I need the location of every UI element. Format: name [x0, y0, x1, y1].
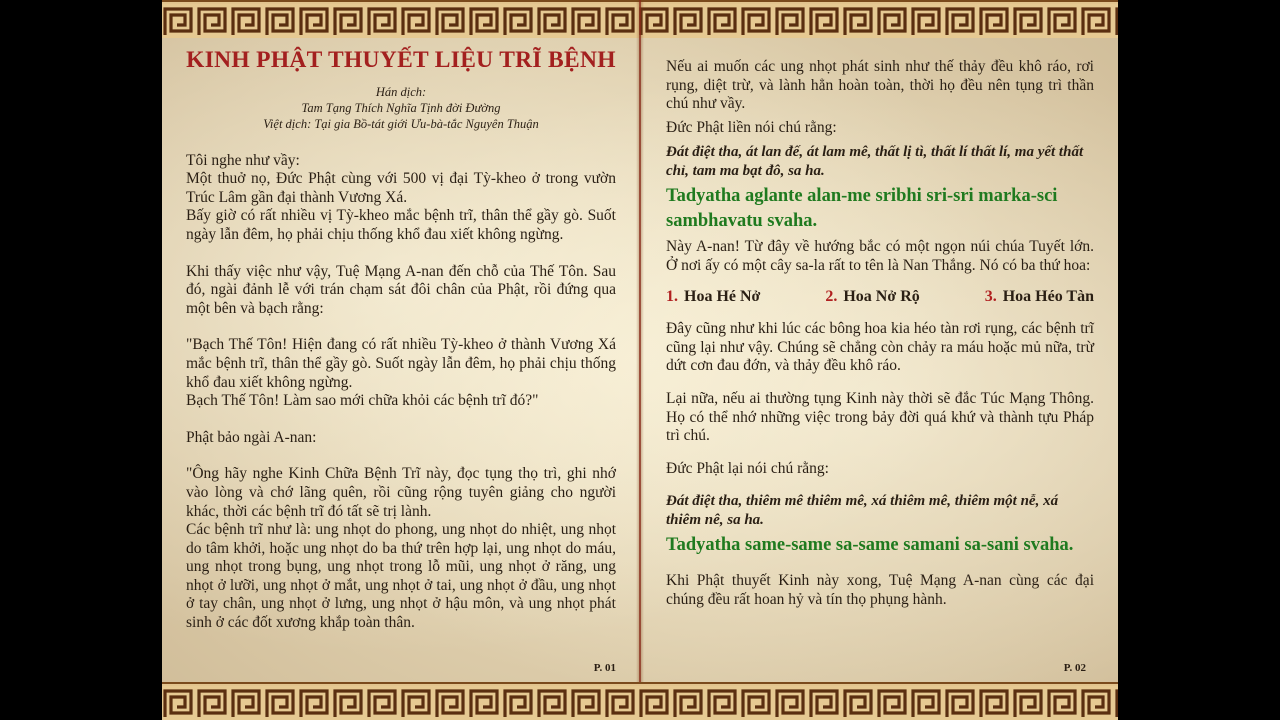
paragraph: Lại nữa, nếu ai thường tụng Kinh này thời sẽ đắc Túc Mạng Thông. Họ có thể nhớ những việc trong bảy đời quá khứ và thành tựu Pháp trì chú. [666, 389, 1094, 445]
book-spread [162, 0, 1118, 720]
mantra-vietnamese: Đát điệt tha, thiêm mê thiêm mê, xá thiêm mê, thiêm một nễ, xá thiêm nê, sa ha. [666, 493, 1059, 529]
paragraph: Đức Phật liền nói chú rằng: [666, 118, 837, 136]
flower-number: 2. [825, 287, 838, 305]
greek-key-pattern [162, 686, 1118, 720]
paragraph: Đây cũng như khi lúc các bông hoa kia héo tàn rơi rụng, các bệnh trĩ cũng lại như vậy. Chúng sẽ chẳng còn chảy ra máu hoặc mủ nữa, trừ dứt cơn đau đớn, và thảy đều khô ráo. [666, 320, 1094, 375]
spine-line [639, 0, 641, 720]
credit-line: Việt dịch: Tại gia Bồ-tát giới Ưu-bà-tắc Nguyên Thuận [263, 116, 539, 131]
paragraph: Này A-nan! Từ đây về hướng bắc có một ngọn núi chúa Tuyết lớn. Ở nơi ấy có một cây sa-la rất to tên là Nan Thắng. Nó có ba thứ hoa: [666, 238, 1094, 274]
flower-list [666, 288, 1094, 307]
paragraph: Phật bảo ngài A-nan: [186, 428, 317, 446]
greek-key-border-bottom [162, 682, 1118, 720]
paragraph: Khi thấy việc như vậy, Tuệ Mạng A-nan đến chỗ của Thế Tôn. Sau đó, ngài đảnh lễ với trán chạm sát đôi chân của Phật, rồi đứng qua một bên và bạch rằng: [186, 262, 616, 317]
right-page [666, 38, 1094, 682]
left-page [186, 38, 616, 682]
credit-line: Hán dịch: [375, 84, 427, 99]
flower-number: 1. [666, 287, 678, 305]
page-number: P. 02 [1063, 662, 1086, 675]
paragraph: "Ông hãy nghe Kinh Chữa Bệnh Trĩ này, đọc tụng thọ trì, ghi nhớ vào lòng và chớ lãng quên, rồi cũng rộng tuyên giảng cho người khác, thời các bệnh trĩ đó tất sẽ trị lành. [186, 465, 616, 520]
page-number: P. 01 [593, 662, 616, 675]
mantra-sanskrit: Tadyatha aglante alan-me sribhi sri-sri marka-sci sambhavatu svaha. [666, 186, 1058, 232]
mantra-vietnamese: Đát điệt tha, át lan đế, át lam mê, thất lị tì, thất lí thất lí, ma yết thất chỉ, tam ma bạt đô, sa ha. [666, 144, 1084, 180]
flower-name: Hoa Héo Tàn [1002, 287, 1094, 305]
credit-line: Tam Tạng Thích Nghĩa Tịnh đời Đường [301, 100, 501, 115]
flower-name: Hoa Nở Rộ [843, 287, 920, 305]
paragraph: Các bệnh trĩ như là: ung nhọt do phong, ung nhọt do nhiệt, ung nhọt do tâm khởi, hoặc ung nhọt do ba thứ trên hợp lại, ung nhọt do máu, ung nhọt trong bụng, ung nhọt trong lỗ mũi, ung nhọt ở răng, ung nhọt ở lưỡi, ung nhọt ở mắt, ung nhọt ở tai, ung nhọt ở đầu, ung nhọt ở tay chân, ung nhọt ở lưng, ung nhọt ở hậu môn, và ung nhọt phát sinh ở các đốt xương khắp toàn thân. [186, 521, 616, 632]
translation-credits [186, 84, 616, 132]
paragraph: Nếu ai muốn các ung nhọt phát sinh như thế thảy đều khô ráo, rơi rụng, diệt trừ, và lành hẳn hoàn toàn, thời họ đều nên tụng trì thần chú như vầy. [666, 58, 1094, 113]
paragraph: "Bạch Thế Tôn! Hiện đang có rất nhiều Tỳ-kheo ở thành Vương Xá mắc bệnh trĩ, thân thể gầy gò. Suốt ngày lẫn đêm, họ phải chịu thống khổ đau xiết không ngừng. [186, 336, 616, 391]
paragraph: Một thuở nọ, Đức Phật cùng với 500 vị đại Tỳ-kheo ở trong vườn Trúc Lâm gần đại thành Vương Xá. [186, 170, 616, 206]
paragraph: Tôi nghe như vầy: [186, 151, 300, 169]
flower-item [985, 288, 1094, 307]
flower-number: 3. [984, 287, 997, 305]
paragraph: Bấy giờ có rất nhiều vị Tỳ-kheo mắc bệnh trĩ, thân thể gầy gò. Suốt ngày lẫn đêm, họ phải chịu thống khổ đau xiết không ngừng. [186, 207, 616, 243]
paragraph: Đức Phật lại nói chú rằng: [666, 459, 829, 477]
flower-item [666, 288, 760, 307]
paragraph: Bạch Thế Tôn! Làm sao mới chữa khỏi các bệnh trĩ đó?" [186, 392, 539, 410]
sutra-title: KINH PHẬT THUYẾT LIỆU TRĨ BỆNH [186, 47, 616, 73]
paragraph: Khi Phật thuyết Kinh này xong, Tuệ Mạng A-nan cùng các đại chúng đều rất hoan hỷ và tín thọ phụng hành. [666, 572, 1094, 608]
mantra-sanskrit: Tadyatha same-same sa-same samani sa-sani svaha. [666, 535, 1074, 556]
flower-name: Hoa Hé Nở [684, 287, 761, 305]
flower-item [825, 288, 919, 307]
